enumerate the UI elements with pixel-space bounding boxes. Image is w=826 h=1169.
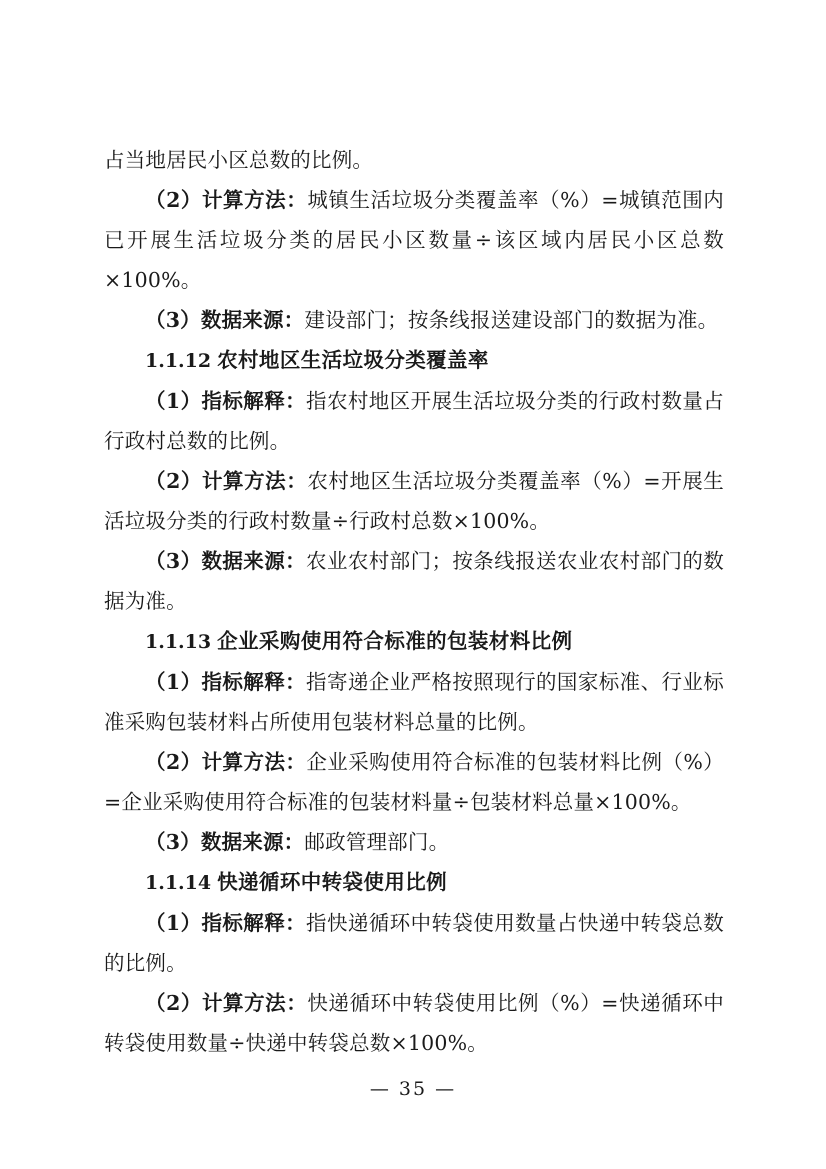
body-paragraph — [104, 541, 724, 621]
body-paragraph — [104, 300, 724, 340]
section-number: 1.1.12 — [145, 350, 212, 372]
paragraph-text: 快递循环中转袋使用比例（%）=快递循环中转袋使用数量÷快递中转袋总数×100%。 — [104, 991, 724, 1055]
paragraph-text: 占当地居民小区总数的比例。 — [104, 148, 374, 172]
paragraph-text: 建设部门；按条线报送建设部门的数据为准。 — [304, 308, 719, 332]
page-footer — [0, 1078, 826, 1100]
paragraph-text: 指农村地区开展生活垃圾分类的行政村数量占行政村总数的比例。 — [104, 389, 724, 453]
section-number: 1.1.14 — [145, 872, 212, 894]
paragraph-label: （2）计算方法： — [145, 188, 308, 212]
section-number: 1.1.13 — [145, 631, 212, 653]
paragraph-text: 企业采购使用符合标准的包装材料比例（%）=企业采购使用符合标准的包装材料量÷包装材料总量×100%。 — [104, 750, 724, 814]
section-heading — [104, 340, 724, 381]
document-body — [104, 140, 724, 1063]
paragraph-label: （2）计算方法： — [145, 469, 308, 493]
paragraph-text: 邮政管理部门。 — [304, 830, 450, 854]
paragraph-label: （1）指标解释： — [145, 911, 307, 935]
section-title: 农村地区生活垃圾分类覆盖率 — [217, 348, 489, 372]
paragraph-label: （1）指标解释： — [145, 670, 307, 694]
body-paragraph — [104, 662, 724, 742]
body-paragraph — [104, 903, 724, 983]
section-heading — [104, 862, 724, 903]
paragraph-text: 指快递循环中转袋使用数量占快递中转袋总数的比例。 — [104, 911, 724, 975]
body-paragraph — [104, 983, 724, 1063]
section-heading — [104, 621, 724, 662]
body-paragraph — [104, 381, 724, 461]
paragraph-label: （2）计算方法： — [145, 750, 307, 774]
paragraph-text: 农村地区生活垃圾分类覆盖率（%）=开展生活垃圾分类的行政村数量÷行政村总数×100%。 — [104, 469, 724, 533]
body-paragraph — [104, 461, 724, 541]
body-paragraph — [104, 742, 724, 822]
paragraph-label: （2）计算方法： — [145, 991, 308, 1015]
paragraph-text: 城镇生活垃圾分类覆盖率（%）=城镇范围内已开展生活垃圾分类的居民小区数量÷该区域内居民小区总数×100%。 — [104, 188, 724, 292]
section-title: 企业采购使用符合标准的包装材料比例 — [217, 629, 573, 653]
section-title: 快递循环中转袋使用比例 — [217, 870, 448, 894]
body-paragraph — [104, 140, 724, 180]
paragraph-text: 指寄递企业严格按照现行的国家标准、行业标准采购包装材料占所使用包装材料总量的比例。 — [104, 670, 724, 734]
body-paragraph — [104, 822, 724, 862]
paragraph-label: （3）数据来源： — [145, 830, 305, 854]
paragraph-label: （3）数据来源： — [145, 549, 307, 573]
body-paragraph — [104, 180, 724, 300]
paragraph-label: （3）数据来源： — [145, 308, 305, 332]
paragraph-label: （1）指标解释： — [145, 389, 307, 413]
paragraph-text: 农业农村部门；按条线报送农业农村部门的数据为准。 — [104, 549, 724, 613]
page-number: — 35 — — [369, 1078, 457, 1100]
